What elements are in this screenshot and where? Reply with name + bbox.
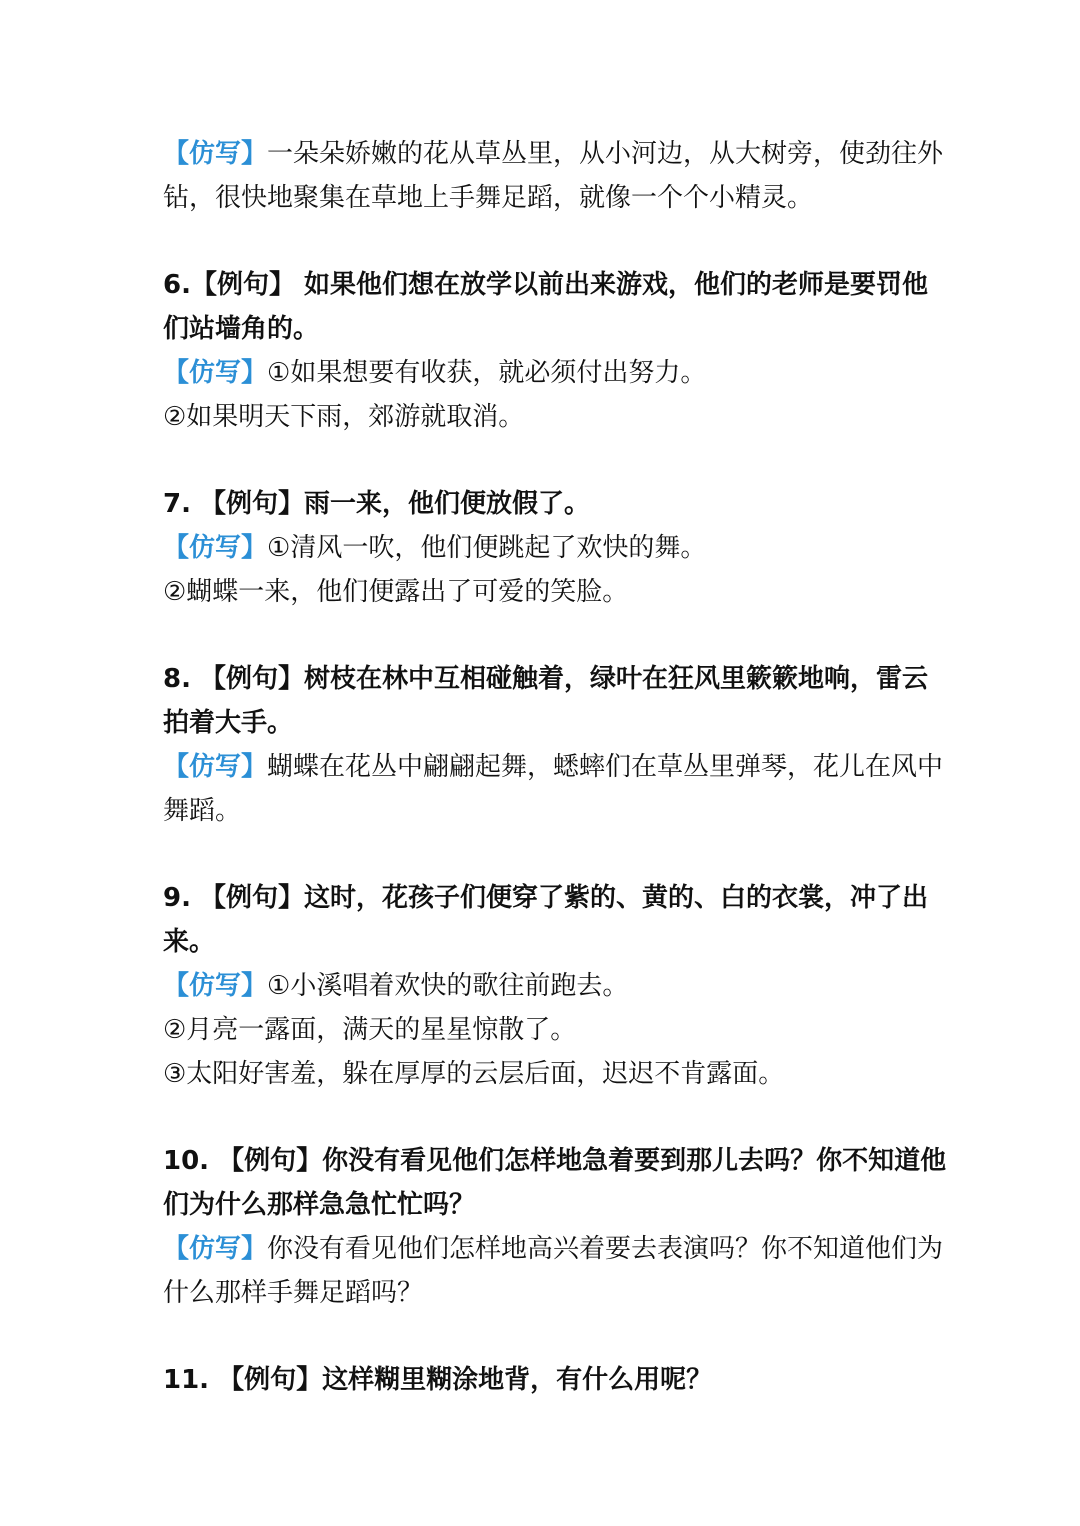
rewrite-line xyxy=(163,132,944,176)
rewrite-text: ①小溪唱着欢快的歌往前跑去。 xyxy=(267,971,629,1001)
rewrite-text: 你没有看见他们怎样地高兴着要去表演吗？你不知道他们为 xyxy=(267,1234,944,1264)
rewrite-line xyxy=(163,964,923,1008)
example-sentence: 拍着大手。 xyxy=(163,708,294,738)
rewrite-line xyxy=(163,351,923,395)
rewrite-text: ①清风一吹，他们便跳起了欢快的舞。 xyxy=(267,533,707,563)
document-body xyxy=(163,132,947,1402)
rewrite-tag: 【仿写】 xyxy=(163,971,268,1001)
example-sentence: 10. 【例句】你没有看见他们怎样地急着要到那儿去吗？你不知道他 xyxy=(163,1146,947,1176)
rewrite-tag: 【仿写】 xyxy=(163,533,268,563)
exercise-item-9 xyxy=(163,876,929,1096)
rewrite-line xyxy=(163,745,944,789)
example-sentence: 来。 xyxy=(163,927,216,957)
example-sentence: 8. 【例句】树枝在林中互相碰触着，绿叶在狂风里簌簌地响，雷云 xyxy=(163,664,929,694)
exercise-item-8 xyxy=(163,657,944,833)
rewrite-line: 舞蹈。 xyxy=(163,796,242,826)
exercise-item-6 xyxy=(163,263,929,439)
exercise-item-10 xyxy=(163,1139,947,1315)
rewrite-text: 蝴蝶在花丛中翩翩起舞，蟋蟀们在草丛里弹琴，花儿在风中 xyxy=(267,752,944,782)
example-sentence: 11. 【例句】这样糊里糊涂地背，有什么用呢？ xyxy=(163,1365,713,1395)
rewrite-line: ②月亮一露面，满天的星星惊散了。 xyxy=(163,1015,577,1045)
rewrite-tag: 【仿写】 xyxy=(163,752,268,782)
rewrite-tag: 【仿写】 xyxy=(163,139,268,169)
exercise-item-11 xyxy=(163,1358,923,1402)
example-sentence: 7. 【例句】雨一来，他们便放假了。 xyxy=(163,489,591,519)
rewrite-text: ①如果想要有收获，就必须付出努力。 xyxy=(267,358,707,388)
rewrite-text: 一朵朵娇嫩的花从草丛里，从小河边，从大树旁，使劲往外 xyxy=(267,139,944,169)
example-sentence: 6.【例句】 如果他们想在放学以前出来游戏，他们的老师是要罚他 xyxy=(163,270,929,300)
example-sentence: 们站墙角的。 xyxy=(163,314,320,344)
rewrite-line: ②蝴蝶一来，他们便露出了可爱的笑脸。 xyxy=(163,577,629,607)
rewrite-line: 钻，很快地聚集在草地上手舞足蹈，就像一个个小精灵。 xyxy=(163,183,814,213)
rewrite-line xyxy=(163,526,923,570)
exercise-item-7 xyxy=(163,482,923,614)
rewrite-line xyxy=(163,1227,944,1271)
rewrite-line: 什么那样手舞足蹈吗？ xyxy=(163,1278,424,1308)
rewrite-line: ②如果明天下雨，郊游就取消。 xyxy=(163,402,525,432)
example-sentence: 9. 【例句】这时，花孩子们便穿了紫的、黄的、白的衣裳，冲了出 xyxy=(163,883,929,913)
example-sentence: 们为什么那样急急忙忙吗？ xyxy=(163,1190,476,1220)
rewrite-tag: 【仿写】 xyxy=(163,358,268,388)
rewrite-block xyxy=(163,132,944,220)
rewrite-line: ③太阳好害羞，躲在厚厚的云层后面，迟迟不肯露面。 xyxy=(163,1059,785,1089)
rewrite-tag: 【仿写】 xyxy=(163,1234,268,1264)
